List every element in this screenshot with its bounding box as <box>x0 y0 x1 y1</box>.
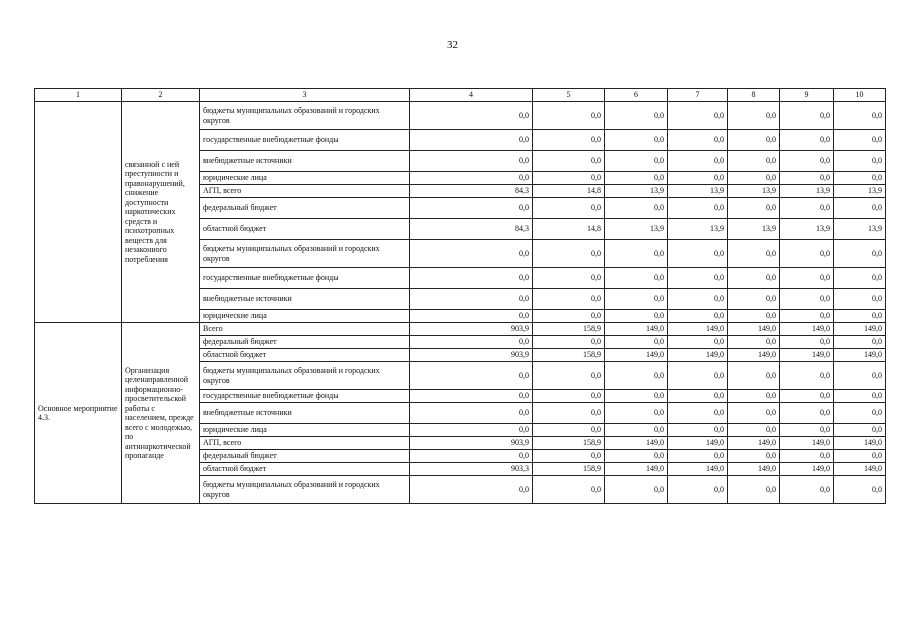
value-cell: 0,0 <box>780 172 834 185</box>
value-cell: 13,9 <box>605 185 668 198</box>
value-cell: 0,0 <box>605 403 668 424</box>
value-cell: 0,0 <box>410 198 533 219</box>
value-cell: 0,0 <box>728 198 780 219</box>
funding-table <box>34 88 886 504</box>
value-cell: 0,0 <box>834 172 886 185</box>
measure-description-cell: Организация целенаправленной информационно-просветительской работы с населением, прежде всего с молодежью, по антинаркотической пропаганде <box>122 323 200 504</box>
funding-source-cell: АГП, всего <box>200 185 410 198</box>
value-cell: 13,9 <box>668 185 728 198</box>
value-cell: 0,0 <box>728 240 780 268</box>
value-cell: 84,3 <box>410 219 533 240</box>
value-cell: 0,0 <box>605 151 668 172</box>
value-cell: 0,0 <box>780 289 834 310</box>
value-cell: 0,0 <box>533 424 605 437</box>
value-cell: 149,0 <box>605 323 668 336</box>
value-cell: 0,0 <box>780 310 834 323</box>
value-cell: 13,9 <box>780 185 834 198</box>
value-cell: 158,9 <box>533 463 605 476</box>
value-cell: 0,0 <box>533 362 605 390</box>
value-cell: 0,0 <box>605 476 668 504</box>
value-cell: 0,0 <box>605 268 668 289</box>
value-cell: 0,0 <box>533 102 605 130</box>
header-cell: 9 <box>780 89 834 102</box>
value-cell: 0,0 <box>668 240 728 268</box>
value-cell: 0,0 <box>728 310 780 323</box>
value-cell: 0,0 <box>834 390 886 403</box>
value-cell: 0,0 <box>605 450 668 463</box>
value-cell: 0,0 <box>668 172 728 185</box>
value-cell: 0,0 <box>834 289 886 310</box>
value-cell: 149,0 <box>834 463 886 476</box>
header-cell: 5 <box>533 89 605 102</box>
funding-source-cell: Всего <box>200 323 410 336</box>
value-cell: 0,0 <box>410 240 533 268</box>
funding-source-cell: внебюджетные источники <box>200 403 410 424</box>
header-cell: 3 <box>200 89 410 102</box>
value-cell: 0,0 <box>410 476 533 504</box>
value-cell: 0,0 <box>780 362 834 390</box>
value-cell: 149,0 <box>834 323 886 336</box>
value-cell: 149,0 <box>780 463 834 476</box>
value-cell: 0,0 <box>410 424 533 437</box>
measure-name-cell <box>35 102 122 323</box>
header-cell: 7 <box>668 89 728 102</box>
funding-source-cell: областной бюджет <box>200 349 410 362</box>
value-cell: 0,0 <box>668 336 728 349</box>
page-number: 32 <box>447 39 458 51</box>
funding-source-cell: юридические лица <box>200 172 410 185</box>
value-cell: 149,0 <box>728 437 780 450</box>
value-cell: 14,8 <box>533 219 605 240</box>
value-cell: 903,9 <box>410 437 533 450</box>
value-cell: 13,9 <box>668 219 728 240</box>
value-cell: 149,0 <box>728 463 780 476</box>
value-cell: 0,0 <box>410 390 533 403</box>
value-cell: 149,0 <box>605 349 668 362</box>
header-cell: 2 <box>122 89 200 102</box>
value-cell: 0,0 <box>605 240 668 268</box>
funding-source-cell: внебюджетные источники <box>200 151 410 172</box>
value-cell: 0,0 <box>728 390 780 403</box>
value-cell: 0,0 <box>410 172 533 185</box>
header-cell: 1 <box>35 89 122 102</box>
value-cell: 0,0 <box>780 424 834 437</box>
value-cell: 0,0 <box>533 240 605 268</box>
value-cell: 0,0 <box>780 390 834 403</box>
value-cell: 149,0 <box>780 437 834 450</box>
value-cell: 13,9 <box>834 219 886 240</box>
value-cell: 0,0 <box>834 268 886 289</box>
value-cell: 903,3 <box>410 463 533 476</box>
value-cell: 0,0 <box>728 289 780 310</box>
header-cell: 4 <box>410 89 533 102</box>
value-cell: 0,0 <box>834 450 886 463</box>
value-cell: 0,0 <box>834 403 886 424</box>
value-cell: 0,0 <box>605 362 668 390</box>
value-cell: 0,0 <box>728 102 780 130</box>
value-cell: 0,0 <box>834 130 886 151</box>
value-cell: 0,0 <box>668 198 728 219</box>
value-cell: 0,0 <box>780 102 834 130</box>
funding-source-cell: областной бюджет <box>200 219 410 240</box>
value-cell: 0,0 <box>605 336 668 349</box>
value-cell: 0,0 <box>410 102 533 130</box>
value-cell: 149,0 <box>668 437 728 450</box>
funding-source-cell: внебюджетные источники <box>200 289 410 310</box>
value-cell: 0,0 <box>410 151 533 172</box>
funding-source-cell: государственные внебюджетные фонды <box>200 268 410 289</box>
header-cell: 6 <box>605 89 668 102</box>
value-cell: 0,0 <box>533 336 605 349</box>
value-cell: 149,0 <box>728 349 780 362</box>
table-row <box>35 102 886 130</box>
value-cell: 0,0 <box>728 476 780 504</box>
funding-source-cell: областной бюджет <box>200 463 410 476</box>
value-cell: 903,9 <box>410 323 533 336</box>
value-cell: 158,9 <box>533 437 605 450</box>
funding-source-cell: юридические лица <box>200 310 410 323</box>
value-cell: 0,0 <box>533 310 605 323</box>
value-cell: 0,0 <box>668 403 728 424</box>
value-cell: 0,0 <box>668 289 728 310</box>
funding-source-cell: юридические лица <box>200 424 410 437</box>
value-cell: 0,0 <box>533 403 605 424</box>
value-cell: 0,0 <box>780 336 834 349</box>
header-row <box>35 89 886 102</box>
funding-source-cell: государственные внебюджетные фонды <box>200 130 410 151</box>
value-cell: 0,0 <box>668 450 728 463</box>
value-cell: 0,0 <box>834 310 886 323</box>
funding-source-cell: бюджеты муниципальных образований и городских округов <box>200 476 410 504</box>
value-cell: 0,0 <box>668 476 728 504</box>
value-cell: 13,9 <box>728 219 780 240</box>
value-cell: 149,0 <box>728 323 780 336</box>
value-cell: 0,0 <box>728 268 780 289</box>
value-cell: 0,0 <box>410 289 533 310</box>
value-cell: 0,0 <box>605 289 668 310</box>
value-cell: 0,0 <box>834 424 886 437</box>
value-cell: 158,9 <box>533 323 605 336</box>
value-cell: 0,0 <box>533 268 605 289</box>
measure-description-cell: связанной с ней преступности и правонарушений, снижение доступности наркотических средств и психотропных веществ для незаконного потребления <box>122 102 200 323</box>
value-cell: 0,0 <box>668 310 728 323</box>
value-cell: 158,9 <box>533 349 605 362</box>
value-cell: 0,0 <box>728 172 780 185</box>
value-cell: 0,0 <box>605 390 668 403</box>
funding-source-cell: федеральный бюджет <box>200 198 410 219</box>
value-cell: 84,3 <box>410 185 533 198</box>
value-cell: 0,0 <box>410 310 533 323</box>
value-cell: 0,0 <box>410 403 533 424</box>
value-cell: 149,0 <box>605 463 668 476</box>
value-cell: 149,0 <box>668 349 728 362</box>
value-cell: 0,0 <box>533 450 605 463</box>
value-cell: 0,0 <box>834 198 886 219</box>
value-cell: 0,0 <box>834 336 886 349</box>
value-cell: 0,0 <box>605 172 668 185</box>
value-cell: 0,0 <box>668 362 728 390</box>
funding-source-cell: бюджеты муниципальных образований и городских округов <box>200 102 410 130</box>
value-cell: 0,0 <box>780 151 834 172</box>
header-cell: 8 <box>728 89 780 102</box>
value-cell: 0,0 <box>605 310 668 323</box>
value-cell: 0,0 <box>410 336 533 349</box>
value-cell: 149,0 <box>668 323 728 336</box>
value-cell: 0,0 <box>533 390 605 403</box>
value-cell: 0,0 <box>728 450 780 463</box>
value-cell: 0,0 <box>668 268 728 289</box>
funding-source-cell: АГП, всего <box>200 437 410 450</box>
funding-source-cell: государственные внебюджетные фонды <box>200 390 410 403</box>
value-cell: 13,9 <box>728 185 780 198</box>
value-cell: 0,0 <box>605 102 668 130</box>
value-cell: 149,0 <box>834 437 886 450</box>
value-cell: 0,0 <box>410 450 533 463</box>
value-cell: 0,0 <box>728 424 780 437</box>
value-cell: 0,0 <box>780 403 834 424</box>
value-cell: 0,0 <box>834 151 886 172</box>
value-cell: 903,9 <box>410 349 533 362</box>
value-cell: 0,0 <box>410 130 533 151</box>
value-cell: 0,0 <box>834 362 886 390</box>
value-cell: 0,0 <box>780 450 834 463</box>
value-cell: 0,0 <box>668 130 728 151</box>
value-cell: 0,0 <box>780 476 834 504</box>
value-cell: 0,0 <box>728 362 780 390</box>
value-cell: 0,0 <box>668 151 728 172</box>
value-cell: 14,8 <box>533 185 605 198</box>
value-cell: 149,0 <box>780 349 834 362</box>
funding-source-cell: бюджеты муниципальных образований и городских округов <box>200 362 410 390</box>
value-cell: 0,0 <box>780 240 834 268</box>
value-cell: 0,0 <box>728 151 780 172</box>
value-cell: 0,0 <box>668 102 728 130</box>
value-cell: 149,0 <box>605 437 668 450</box>
value-cell: 0,0 <box>533 130 605 151</box>
value-cell: 0,0 <box>410 268 533 289</box>
value-cell: 0,0 <box>533 151 605 172</box>
value-cell: 0,0 <box>834 102 886 130</box>
value-cell: 0,0 <box>410 362 533 390</box>
value-cell: 149,0 <box>668 463 728 476</box>
value-cell: 0,0 <box>533 172 605 185</box>
value-cell: 0,0 <box>605 198 668 219</box>
value-cell: 0,0 <box>728 336 780 349</box>
value-cell: 0,0 <box>605 130 668 151</box>
measure-name-cell: Основное мероприятие 4.3. <box>35 323 122 504</box>
table-body <box>35 102 886 504</box>
value-cell: 0,0 <box>533 476 605 504</box>
table-row <box>35 323 886 336</box>
value-cell: 149,0 <box>834 349 886 362</box>
value-cell: 0,0 <box>834 476 886 504</box>
value-cell: 0,0 <box>728 130 780 151</box>
value-cell: 0,0 <box>780 130 834 151</box>
funding-source-cell: федеральный бюджет <box>200 450 410 463</box>
value-cell: 0,0 <box>834 240 886 268</box>
value-cell: 0,0 <box>668 424 728 437</box>
value-cell: 0,0 <box>780 268 834 289</box>
value-cell: 0,0 <box>533 289 605 310</box>
value-cell: 0,0 <box>780 198 834 219</box>
value-cell: 0,0 <box>533 198 605 219</box>
value-cell: 0,0 <box>668 390 728 403</box>
value-cell: 13,9 <box>780 219 834 240</box>
value-cell: 149,0 <box>780 323 834 336</box>
value-cell: 0,0 <box>728 403 780 424</box>
value-cell: 13,9 <box>605 219 668 240</box>
header-cell: 10 <box>834 89 886 102</box>
value-cell: 13,9 <box>834 185 886 198</box>
funding-source-cell: федеральный бюджет <box>200 336 410 349</box>
funding-source-cell: бюджеты муниципальных образований и городских округов <box>200 240 410 268</box>
value-cell: 0,0 <box>605 424 668 437</box>
